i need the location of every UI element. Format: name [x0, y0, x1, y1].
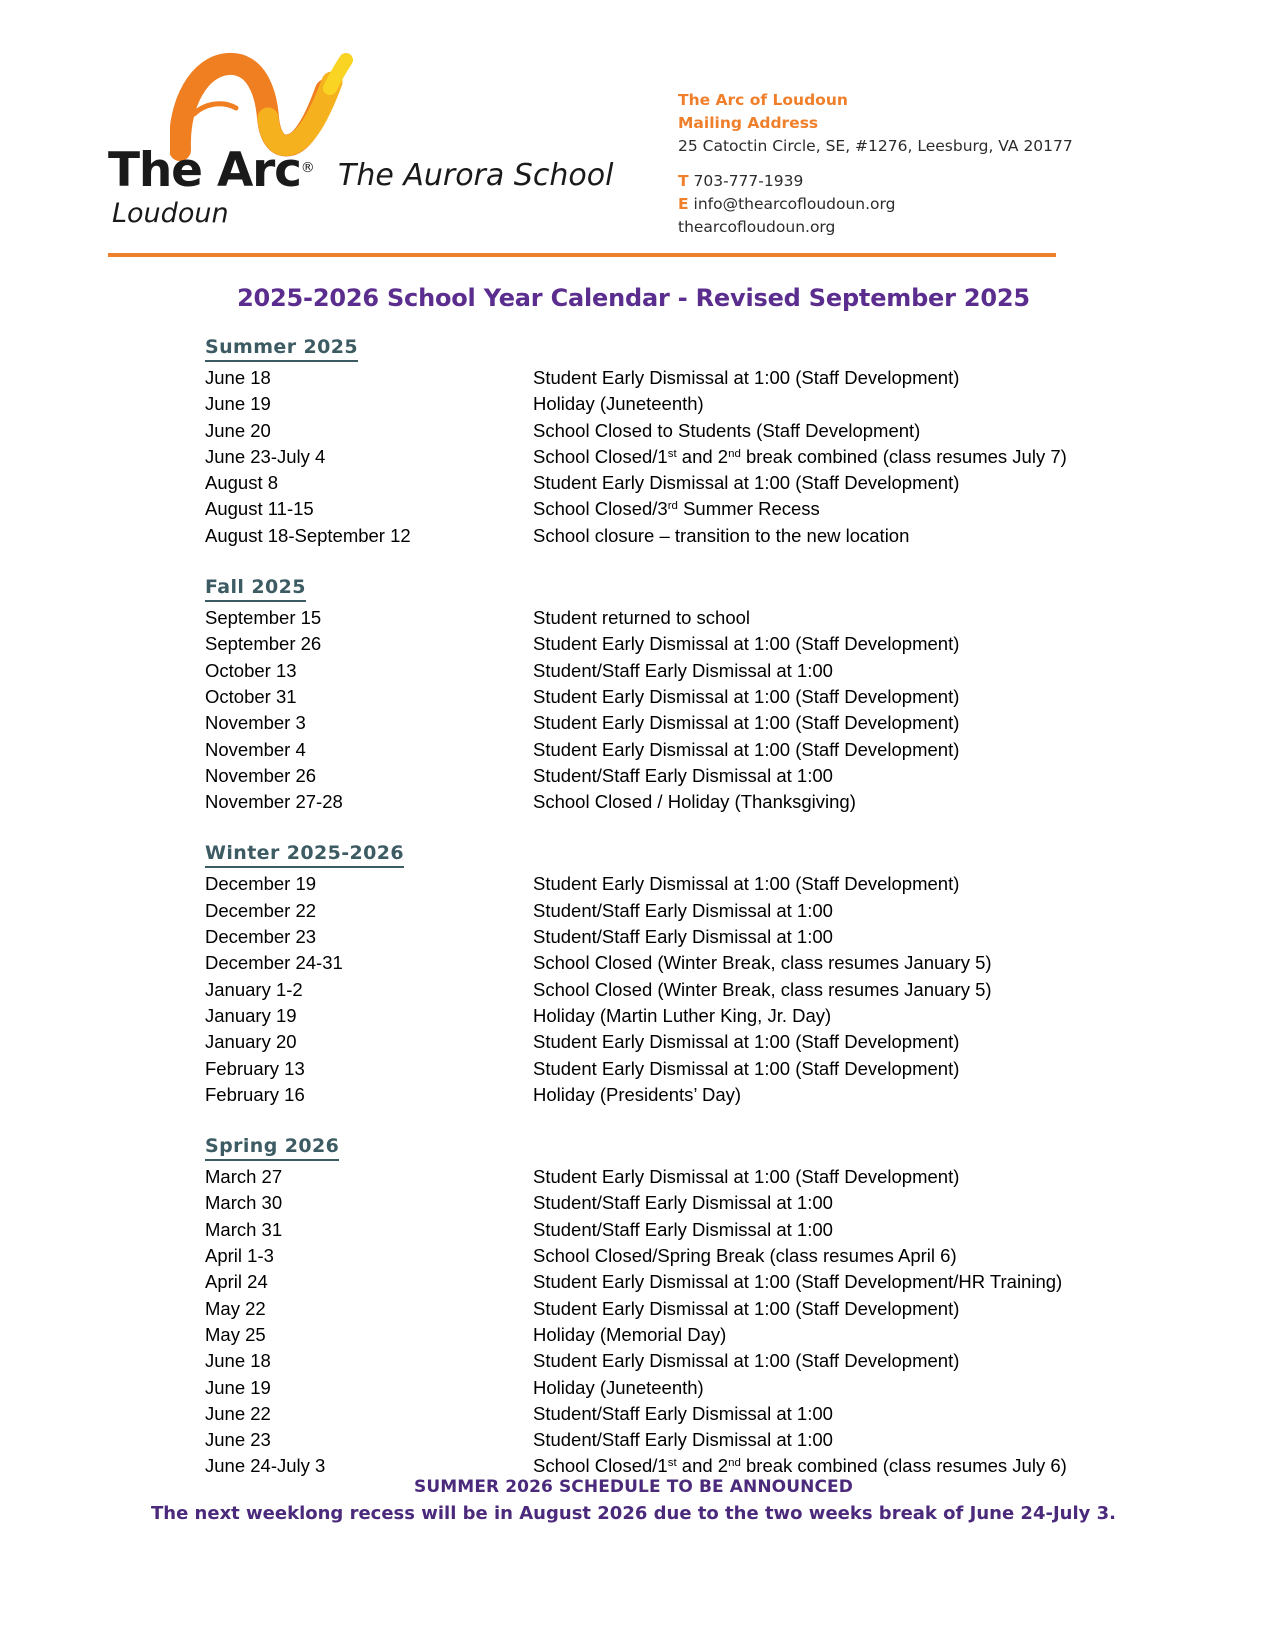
calendar-row: [0, 496, 1267, 522]
contact-phone-line: [678, 170, 1118, 193]
calendar-row: [0, 924, 1267, 950]
row-date: October 13: [205, 659, 297, 681]
row-description: Student Early Dismissal at 1:00 (Staff Development): [533, 633, 960, 655]
contact-mailing-label: Mailing Address: [678, 114, 819, 132]
calendar-section: [0, 575, 1267, 815]
calendar-row: [0, 1082, 1267, 1108]
row-date: June 23: [205, 1429, 271, 1451]
calendar-row: [0, 1029, 1267, 1055]
calendar-row: [0, 391, 1267, 417]
row-date: May 22: [205, 1297, 266, 1319]
calendar-row: [0, 1164, 1267, 1190]
calendar-section: [0, 1134, 1267, 1480]
row-description: Student Early Dismissal at 1:00 (Staff Development): [533, 1031, 960, 1053]
row-date: December 24-31: [205, 952, 343, 974]
contact-website[interactable]: thearcofloudoun.org: [678, 218, 836, 236]
calendar-row: [0, 763, 1267, 789]
section-heading: Fall 2025: [205, 575, 306, 602]
ordinal-suffix: st: [667, 447, 677, 460]
row-date: June 19: [205, 1376, 271, 1398]
section-heading-wrap: [0, 575, 1267, 605]
calendar-row: [0, 1217, 1267, 1243]
row-description: Student Early Dismissal at 1:00 (Staff Development): [533, 712, 960, 734]
row-date: March 27: [205, 1166, 283, 1188]
row-description: Student/Staff Early Dismissal at 1:00: [533, 926, 833, 948]
row-date: November 4: [205, 738, 306, 760]
row-description: School Closed (Winter Break, class resumes January 5): [533, 952, 992, 974]
calendar-row: [0, 1269, 1267, 1295]
row-description: Student/Staff Early Dismissal at 1:00: [533, 899, 833, 921]
row-description: School Closed / Holiday (Thanksgiving): [533, 791, 856, 813]
row-description: Student/Staff Early Dismissal at 1:00: [533, 764, 833, 786]
calendar-row: [0, 737, 1267, 763]
calendar-section: [0, 335, 1267, 549]
row-description: Student/Staff Early Dismissal at 1:00: [533, 1402, 833, 1424]
document-footer: [0, 1474, 1267, 1527]
section-heading: Spring 2026: [205, 1134, 339, 1161]
row-description: School closure – transition to the new location: [533, 524, 910, 546]
calendar-row: [0, 950, 1267, 976]
section-gap: [0, 1108, 1267, 1134]
header-divider-rule: [108, 253, 1056, 257]
calendar-row: [0, 871, 1267, 897]
contact-email[interactable]: info@thearcofloudoun.org: [693, 195, 896, 213]
row-date: November 3: [205, 712, 306, 734]
row-date: January 19: [205, 1004, 297, 1026]
row-date: August 18-September 12: [205, 524, 411, 546]
row-date: June 22: [205, 1402, 271, 1424]
row-description: Student/Staff Early Dismissal at 1:00: [533, 1192, 833, 1214]
row-description: Student Early Dismissal at 1:00 (Staff Development): [533, 873, 960, 895]
calendar-row: [0, 1003, 1267, 1029]
row-date: November 27-28: [205, 791, 343, 813]
logo-chapter-text: Loudoun: [112, 198, 229, 229]
row-date: April 24: [205, 1271, 268, 1293]
row-description: School Closed (Winter Break, class resumes January 5): [533, 978, 992, 1000]
ordinal-suffix: nd: [728, 447, 741, 460]
row-description: School Closed/1st and 2nd break combined (class resumes July 6): [533, 1455, 1067, 1477]
calendar-row: [0, 658, 1267, 684]
page-title: 2025-2026 School Year Calendar - Revised September 2025: [237, 284, 1030, 312]
row-description: Holiday (Juneteenth): [533, 1376, 704, 1398]
row-date: February 13: [205, 1057, 305, 1079]
row-date: April 1-3: [205, 1245, 274, 1267]
calendar-row: [0, 789, 1267, 815]
row-description: Student Early Dismissal at 1:00 (Staff Development): [533, 472, 960, 494]
calendar-sections: [0, 335, 1267, 1506]
row-description: Student Early Dismissal at 1:00 (Staff Development): [533, 1057, 960, 1079]
row-description: Student Early Dismissal at 1:00 (Staff Development): [533, 685, 960, 707]
row-date: June 20: [205, 419, 271, 441]
row-date: December 23: [205, 926, 317, 948]
calendar-row: [0, 605, 1267, 631]
school-name: The Aurora School: [338, 158, 614, 193]
calendar-row: [0, 1348, 1267, 1374]
row-date: January 20: [205, 1031, 297, 1053]
row-date: January 1-2: [205, 978, 303, 1000]
row-date: October 31: [205, 685, 297, 707]
calendar-row: [0, 898, 1267, 924]
row-description: School Closed/1st and 2nd break combined (class resumes July 7): [533, 445, 1067, 467]
row-description: Holiday (Presidents’ Day): [533, 1083, 742, 1105]
section-heading-wrap: [0, 841, 1267, 871]
row-date: June 18: [205, 1350, 271, 1372]
row-description: Student Early Dismissal at 1:00 (Staff Development/HR Training): [533, 1271, 1063, 1293]
document-header: [0, 0, 1267, 262]
calendar-row: [0, 523, 1267, 549]
ordinal-suffix: nd: [728, 1457, 741, 1470]
section-heading: Summer 2025: [205, 335, 358, 362]
contact-org-name: The Arc of Loudoun: [678, 91, 848, 109]
footer-line-2: The next weeklong recess will be in August 2026 due to the two weeks break of June 24-July 3.: [150, 1503, 1116, 1524]
calendar-row: [0, 1243, 1267, 1269]
calendar-row: [0, 977, 1267, 1003]
row-date: March 31: [205, 1218, 283, 1240]
ordinal-suffix: rd: [667, 500, 678, 513]
contact-spacer: [678, 158, 1118, 170]
row-date: December 22: [205, 899, 317, 921]
row-description: School Closed/Spring Break (class resumes April 6): [533, 1245, 957, 1267]
calendar-row: [0, 1427, 1267, 1453]
row-description: Student Early Dismissal at 1:00 (Staff Development): [533, 738, 960, 760]
row-description: Student Early Dismissal at 1:00 (Staff Development): [533, 1166, 960, 1188]
row-date: June 18: [205, 367, 271, 388]
calendar-row: [0, 470, 1267, 496]
row-date: February 16: [205, 1083, 305, 1105]
section-gap: [0, 549, 1267, 575]
calendar-row: [0, 1190, 1267, 1216]
calendar-row: [0, 1401, 1267, 1427]
row-description: School Closed/3rd Summer Recess: [533, 498, 820, 520]
calendar-row: [0, 365, 1267, 391]
footer-line-1: SUMMER 2026 SCHEDULE TO BE ANNOUNCED: [414, 1477, 853, 1497]
row-date: May 25: [205, 1323, 266, 1345]
section-gap: [0, 815, 1267, 841]
row-date: November 26: [205, 764, 317, 786]
logo-brand-text: The Arc®: [108, 143, 314, 198]
arc-loudoun-logo: [108, 52, 368, 237]
row-description: Student Early Dismissal at 1:00 (Staff Development): [533, 1350, 960, 1372]
row-date: June 24-July 3: [205, 1455, 326, 1477]
section-heading: Winter 2025-2026: [205, 841, 404, 868]
row-description: Student/Staff Early Dismissal at 1:00: [533, 1218, 833, 1240]
row-description: Student/Staff Early Dismissal at 1:00: [533, 659, 833, 681]
contact-phone: 703-777-1939: [693, 172, 804, 190]
calendar-row: [0, 1056, 1267, 1082]
row-date: September 26: [205, 633, 322, 655]
calendar-row: [0, 1296, 1267, 1322]
row-description: Student Early Dismissal at 1:00 (Staff Development): [533, 1297, 960, 1319]
row-date: March 30: [205, 1192, 283, 1214]
ordinal-suffix: st: [667, 1457, 677, 1470]
calendar-row: [0, 1375, 1267, 1401]
section-heading-wrap: [0, 1134, 1267, 1164]
row-date: August 11-15: [205, 498, 314, 520]
calendar-row: [0, 631, 1267, 657]
row-description: Holiday (Juneteenth): [533, 393, 704, 415]
row-description: Holiday (Martin Luther King, Jr. Day): [533, 1004, 832, 1026]
row-date: June 19: [205, 393, 271, 415]
row-description: School Closed to Students (Staff Development): [533, 419, 921, 441]
calendar-section: [0, 841, 1267, 1108]
calendar-row: [0, 1322, 1267, 1348]
row-date: June 23-July 4: [205, 445, 326, 467]
calendar-row: [0, 418, 1267, 444]
row-description: Student Early Dismissal at 1:00 (Staff Development): [533, 367, 960, 388]
row-date: August 8: [205, 472, 279, 494]
row-date: December 19: [205, 873, 317, 895]
phone-label: T: [678, 172, 689, 190]
registered-mark: ®: [300, 160, 314, 176]
email-label: E: [678, 195, 689, 213]
calendar-row: [0, 710, 1267, 736]
calendar-row: [0, 684, 1267, 710]
contact-email-line: [678, 193, 1118, 216]
calendar-row: [0, 444, 1267, 470]
row-date: September 15: [205, 607, 322, 629]
row-description: Student/Staff Early Dismissal at 1:00: [533, 1429, 833, 1451]
row-description: Holiday (Memorial Day): [533, 1323, 727, 1345]
row-description: Student returned to school: [533, 607, 751, 629]
section-heading-wrap: [0, 335, 1267, 365]
contact-block: [678, 89, 1118, 239]
contact-address: 25 Catoctin Circle, SE, #1276, Leesburg, VA 20177: [678, 137, 1073, 155]
